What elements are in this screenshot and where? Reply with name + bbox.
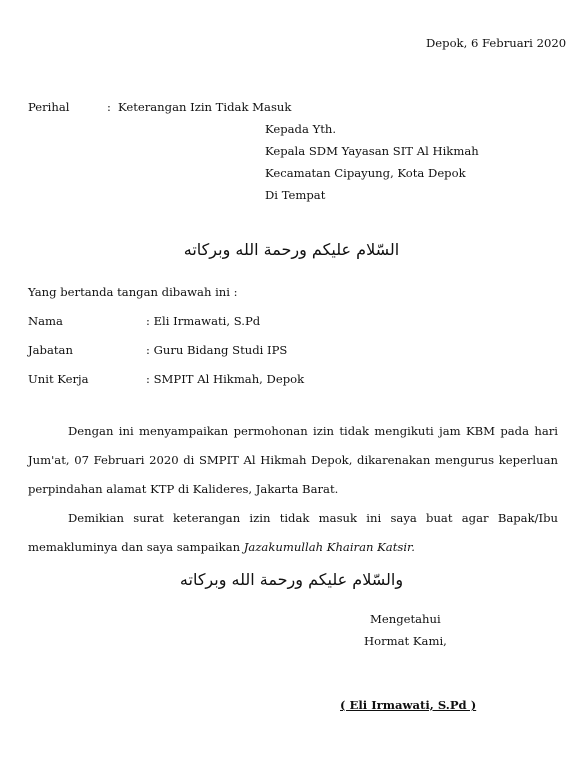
- body-paragraph-1-line-1: Dengan ini menyampaikan permohonan izin tidak mengikuti jam KBM pada hari: [68, 424, 558, 438]
- identity-unit-label: Unit Kerja: [28, 372, 89, 386]
- signature-name: ( Eli Irmawati, S.Pd ): [340, 698, 477, 712]
- intro-line: Yang bertanda tangan dibawah ini :: [28, 285, 238, 299]
- recipient-line-1: Kepada Yth.: [265, 122, 337, 136]
- identity-jabatan-label: Jabatan: [28, 343, 73, 357]
- recipient-line-4: Di Tempat: [265, 188, 326, 202]
- body-paragraph-2-line-1: Demikian surat keterangan izin tidak masuk ini saya buat agar Bapak/Ibu: [68, 511, 558, 525]
- identity-name-label: Nama: [28, 314, 63, 328]
- perihal-label: Perihal: [28, 100, 70, 114]
- body-paragraph-2-italic: Jazakumullah Khairan Katsir.: [243, 540, 415, 554]
- identity-unit-value: : SMPIT Al Hikmah, Depok: [146, 372, 305, 386]
- recipient-line-2: Kepala SDM Yayasan SIT Al Hikmah: [265, 144, 479, 158]
- signature-hormat: Hormat Kami,: [364, 634, 447, 648]
- body-paragraph-2-text: memakluminya dan saya sampaikan: [28, 540, 244, 554]
- identity-name-value: : Eli Irmawati, S.Pd: [146, 314, 261, 328]
- body-paragraph-2-line-2: [28, 540, 415, 554]
- recipient-line-3: Kecamatan Cipayung, Kota Depok: [265, 166, 466, 180]
- perihal-colon: :: [107, 100, 111, 114]
- identity-jabatan-value: : Guru Bidang Studi IPS: [146, 343, 288, 357]
- letter-date: Depok, 6 Februari 2020: [426, 36, 567, 50]
- signature-mengetahui: Mengetahui: [370, 612, 441, 626]
- greeting-opening: السّلام عليكم ورحمة الله وبركاته: [183, 240, 400, 259]
- body-paragraph-1-line-2: Jum'at, 07 Februari 2020 di SMPIT Al Hikmah Depok, dikarenakan mengurus keperluan: [28, 453, 558, 467]
- greeting-closing: والسّلام عليكم ورحمة الله وبركاته: [179, 570, 404, 589]
- perihal-value: Keterangan Izin Tidak Masuk: [118, 100, 292, 114]
- body-paragraph-1-line-3: perpindahan alamat KTP di Kalideres, Jakarta Barat.: [28, 482, 339, 496]
